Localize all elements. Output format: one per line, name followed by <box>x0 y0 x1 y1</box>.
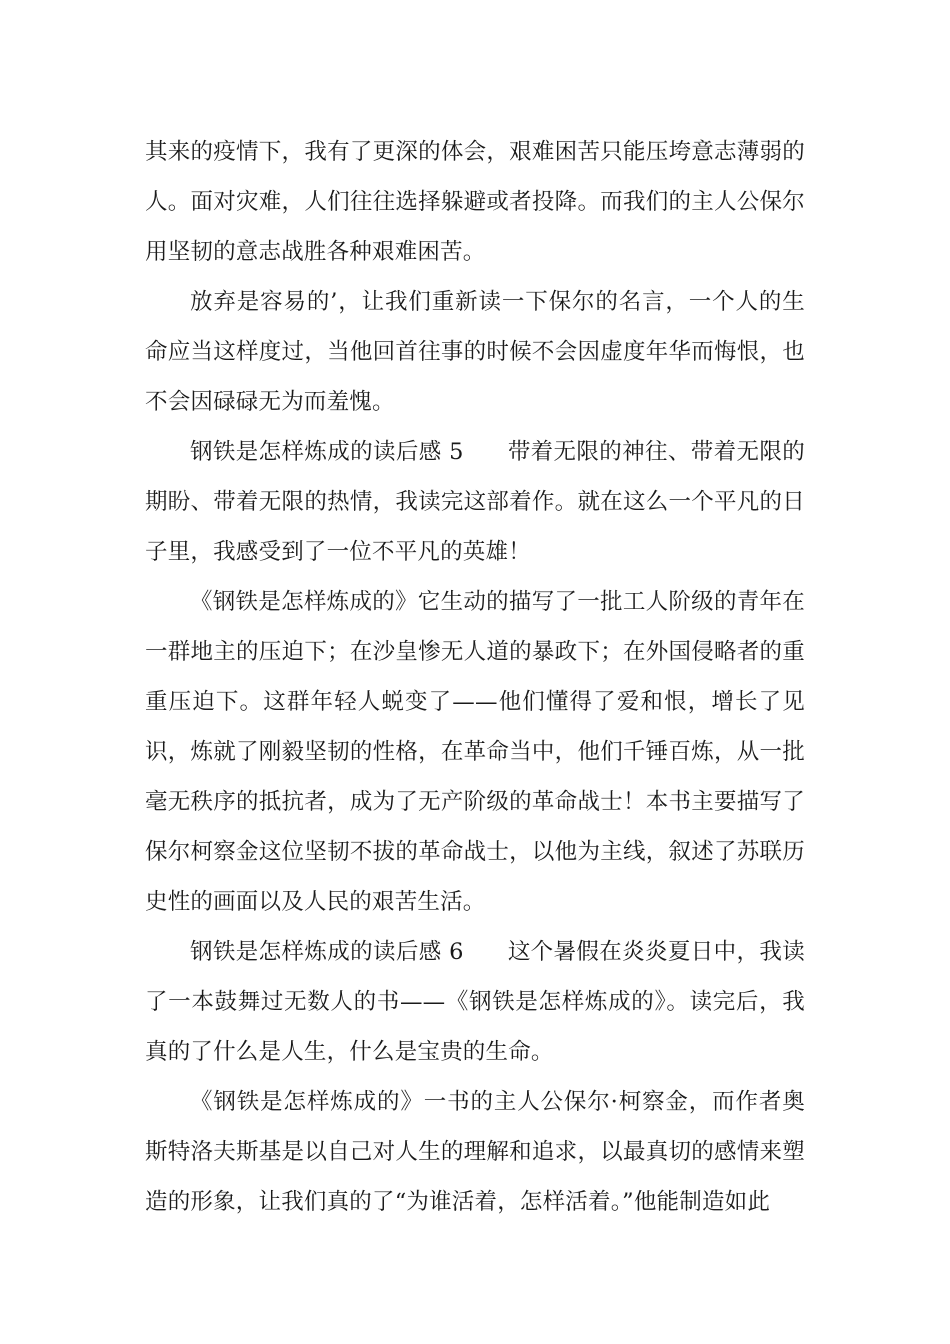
paragraph-5 <box>145 927 805 1077</box>
document-body <box>145 127 805 1227</box>
paragraph-6 <box>145 1077 805 1227</box>
paragraph-text: 《钢铁是怎样炼成的》它生动的描写了一批工人阶级的青年在一群地主的压迫下；在沙皇惨无人道的暴政下；在外国侵略者的重重压迫下。这群年轻人蜕变了——他们懂得了爱和恨，增长了见识，炼就了刚毅坚韧的性格，在革命当中，他们千锤百炼，从一批毫无秩序的抵抗者，成为了无产阶级的革命战士！本书主要描写了保尔柯察金这位坚韧不拔的革命战士，以他为主线，叙述了苏联历史性的画面以及人民的艰苦生活。 <box>145 589 805 915</box>
paragraph-3 <box>145 427 805 577</box>
section-heading-5: 钢铁是怎样炼成的读后感 5 <box>190 439 464 465</box>
paragraph-text: 这个暑假在炎炎夏日中，我读了一本鼓舞过无数人的书——《钢铁是怎样炼成的》。读完后，我真的了什么是人生，什么是宝贵的生命。 <box>145 939 805 1065</box>
paragraph-text: 其来的疫情下，我有了更深的体会，艰难困苦只能压垮意志薄弱的人。面对灾难，人们往往选择躲避或者投降。而我们的主人公保尔用坚韧的意志战胜各种艰难困苦。 <box>145 139 805 265</box>
paragraph-text: 《钢铁是怎样炼成的》一书的主人公保尔·柯察金，而作者奥斯特洛夫斯基是以自己对人生的理解和追求，以最真切的感情来塑造的形象，让我们真的了“为谁活着，怎样活着。”他能制造如此 <box>145 1089 805 1215</box>
section-heading-6: 钢铁是怎样炼成的读后感 6 <box>190 939 464 965</box>
paragraph-4 <box>145 577 805 927</box>
paragraph-1 <box>145 127 805 277</box>
paragraph-text: 放弃是容易的’，让我们重新读一下保尔的名言，一个人的生命应当这样度过，当他回首往事的时候不会因虚度年华而悔恨，也不会因碌碌无为而羞愧。 <box>145 289 805 415</box>
paragraph-2 <box>145 277 805 427</box>
paragraph-text: 带着无限的神往、带着无限的期盼、带着无限的热情，我读完这部着作。就在这么一个平凡的日子里，我感受到了一位不平凡的英雄！ <box>145 439 805 565</box>
